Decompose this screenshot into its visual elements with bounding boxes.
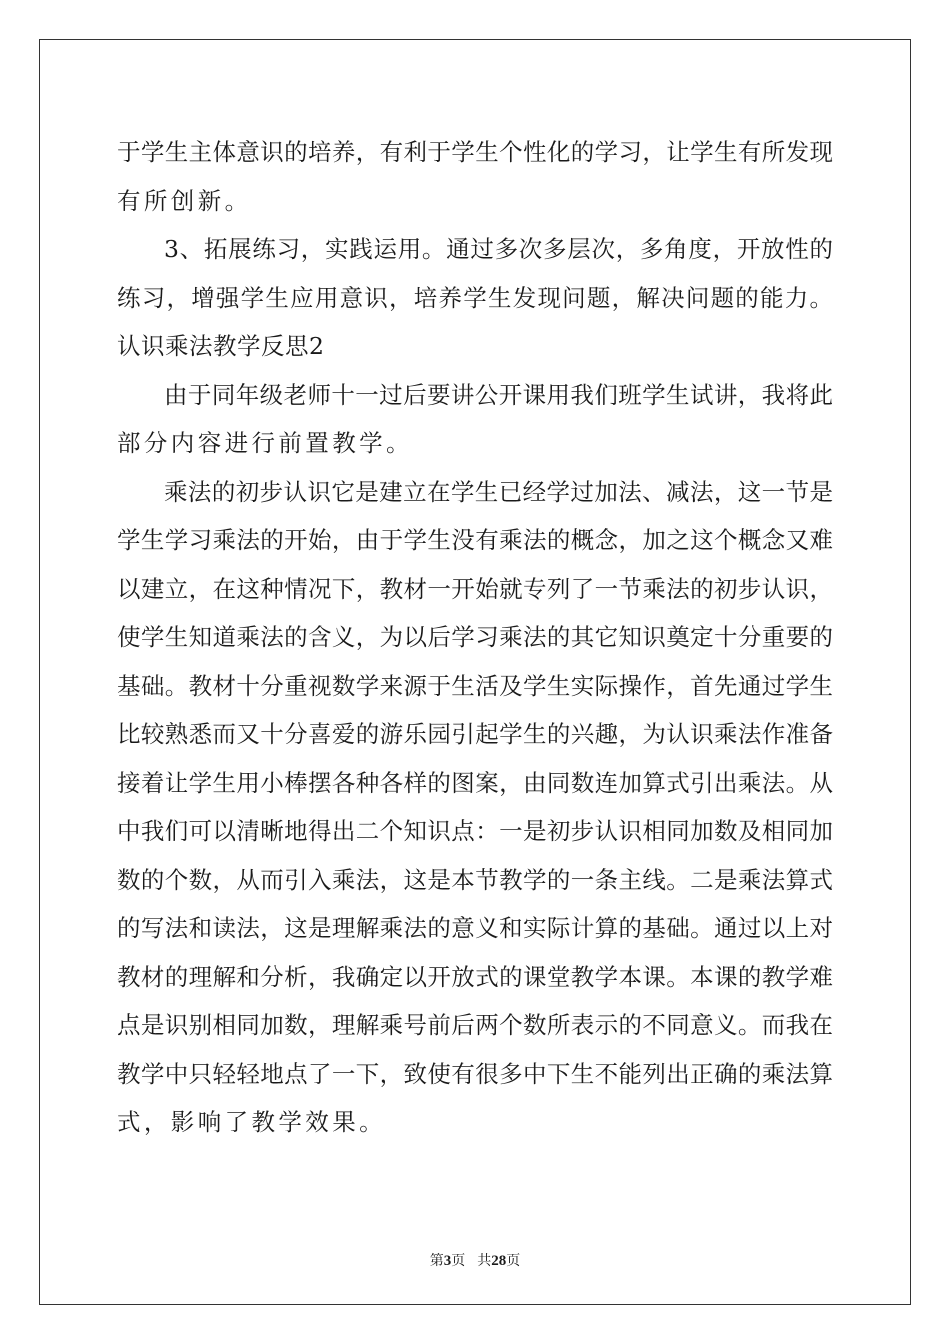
- page-footer: [0, 1250, 950, 1270]
- text-line: 练习，增强学生应用意识，培养学生发现问题，解决问题的能力。: [117, 283, 833, 312]
- text-line: 以建立，在这种情况下，教材一开始就专列了一节乘法的初步认识，: [117, 574, 833, 603]
- page-number: 3: [443, 1253, 452, 1269]
- text-line: 使学生知道乘法的含义，为以后学习乘法的其它知识奠定十分重要的: [117, 623, 833, 651]
- page-prefix: 第: [429, 1253, 444, 1269]
- text-line: 点是识别相同加数，理解乘号前后两个数所表示的不同意义。而我在: [117, 1011, 833, 1039]
- text-line: 教材的理解和分析，我确定以开放式的课堂教学本课。本课的教学难: [117, 962, 833, 991]
- total-prefix: 共: [477, 1253, 492, 1269]
- text-line: 有所创新。: [117, 186, 252, 215]
- text-line: 部分内容进行前置教学。: [117, 429, 413, 457]
- text-line: 基础。教材十分重视数学来源于生活及学生实际操作，首先通过学生: [117, 671, 833, 700]
- total-suffix: 页: [506, 1253, 521, 1269]
- text-line: 比较熟悉而又十分喜爱的游乐园引起学生的兴趣，为认识乘法作准备: [117, 720, 833, 748]
- text-line: 学生学习乘法的开始，由于学生没有乘法的概念，加之这个概念又难: [117, 526, 833, 554]
- text-line: 由于同年级老师十一过后要讲公开课用我们班学生试讲，我将此: [164, 380, 833, 409]
- text-line: 于学生主体意识的培养，有利于学生个性化的学习，让学生有所发现: [117, 138, 833, 166]
- text-line: 中我们可以清晰地得出二个知识点：一是初步认识相同加数及相同加: [117, 817, 833, 845]
- text-line: 数的个数，从而引入乘法，这是本节教学的一条主线。二是乘法算式: [117, 865, 833, 894]
- total-pages: 28: [491, 1253, 507, 1269]
- text-line: 的写法和读法，这是理解乘法的意义和实际计算的基础。通过以上对: [117, 914, 833, 942]
- document-body: [117, 128, 833, 1147]
- text-line: 式，影响了教学效果。: [117, 1108, 386, 1136]
- text-line: 教学中只轻轻地点了一下，致使有很多中下生不能列出正确的乘法算: [117, 1059, 833, 1088]
- text-line: 接着让学生用小棒摆各种各样的图案，由同数连加算式引出乘法。从: [117, 768, 833, 797]
- text-line: 3、拓展练习，实践运用。通过多次多层次，多角度，开放性的: [164, 235, 833, 263]
- text-line: 乘法的初步认识它是建立在学生已经学过加法、减法，这一节是: [164, 477, 833, 506]
- section-heading: 认识乘法教学反思2: [117, 332, 325, 360]
- page-suffix: 页: [451, 1253, 466, 1269]
